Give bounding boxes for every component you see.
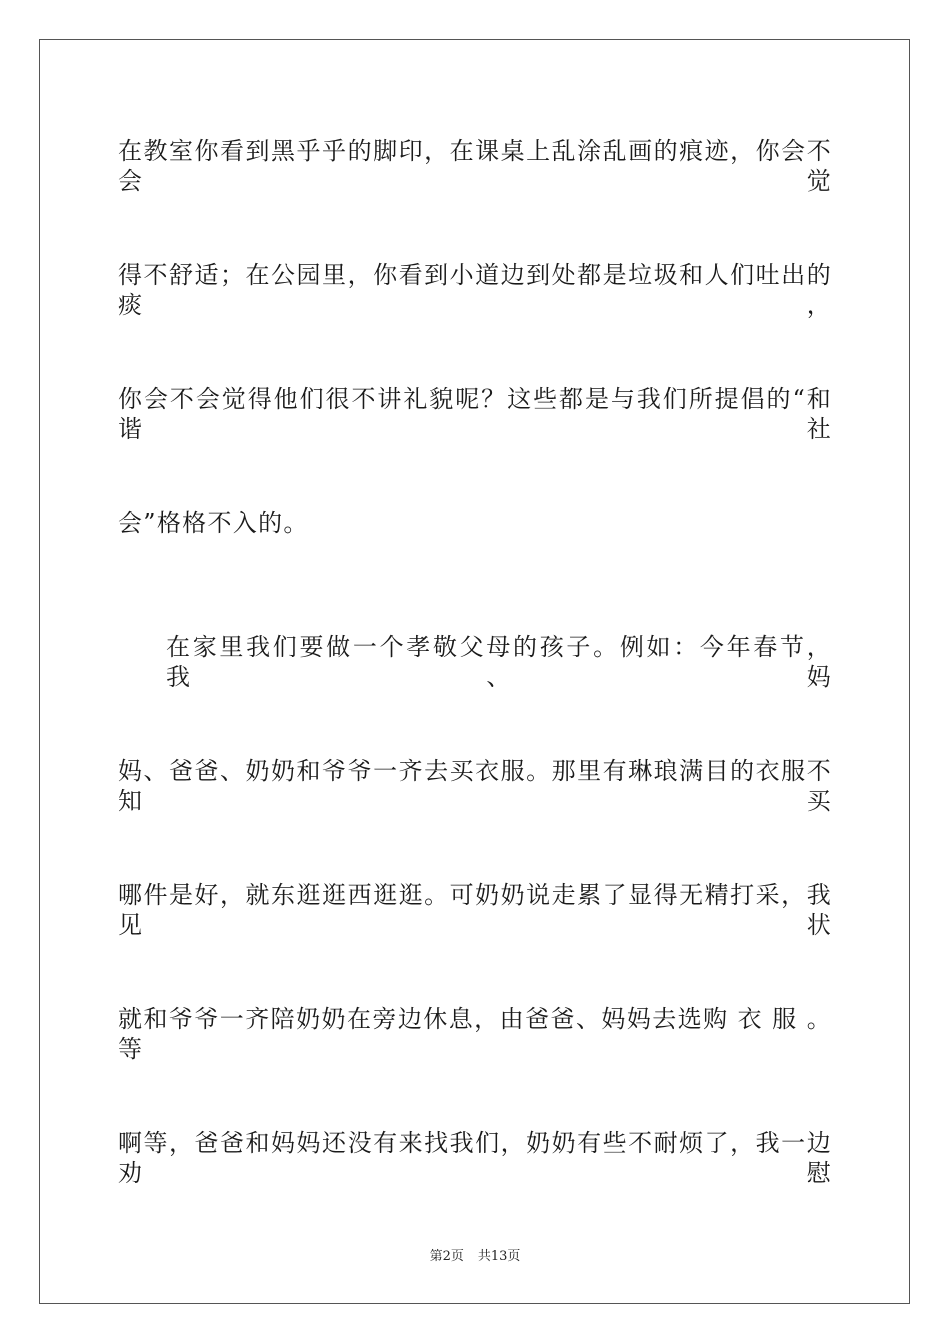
paragraph-line-2: 得不舒适；在公园里，你看到小道边到处都是垃圾和人们吐出的痰， [118,261,832,319]
paragraph-line-4: 会”格格不入的。 [118,509,309,537]
paragraph-line-7: 哪件是好，就东逛逛西逛逛。可奶奶说走累了显得无精打采，我见状 [118,881,832,939]
page-total: 共13页 [477,1249,521,1264]
page-number: 第2页 [429,1249,464,1264]
paragraph-line-1: 在教室你看到黑乎乎的脚印，在课桌上乱涂乱画的痕迹，你会不会觉 [118,137,832,195]
paragraph-line-3: 你会不会觉得他们很不讲礼貌呢？这些都是与我们所提倡的“和谐社 [118,385,832,443]
paragraph-line-8: 就和爷爷一齐陪奶奶在旁边休息，由爸爸、妈妈去选购 衣 服 。 等 [118,1005,832,1063]
page-footer [0,1248,950,1266]
paragraph-line-5: 在家里我们要做一个孝敬父母的孩子。例如：今年春节，我、妈 [166,633,832,691]
paragraph-line-6: 妈、爸爸、奶奶和爷爷一齐去买衣服。那里有琳琅满目的衣服不知买 [118,757,832,815]
paragraph-line-9: 啊等，爸爸和妈妈还没有来找我们，奶奶有些不耐烦了，我一边劝慰 [118,1129,832,1187]
